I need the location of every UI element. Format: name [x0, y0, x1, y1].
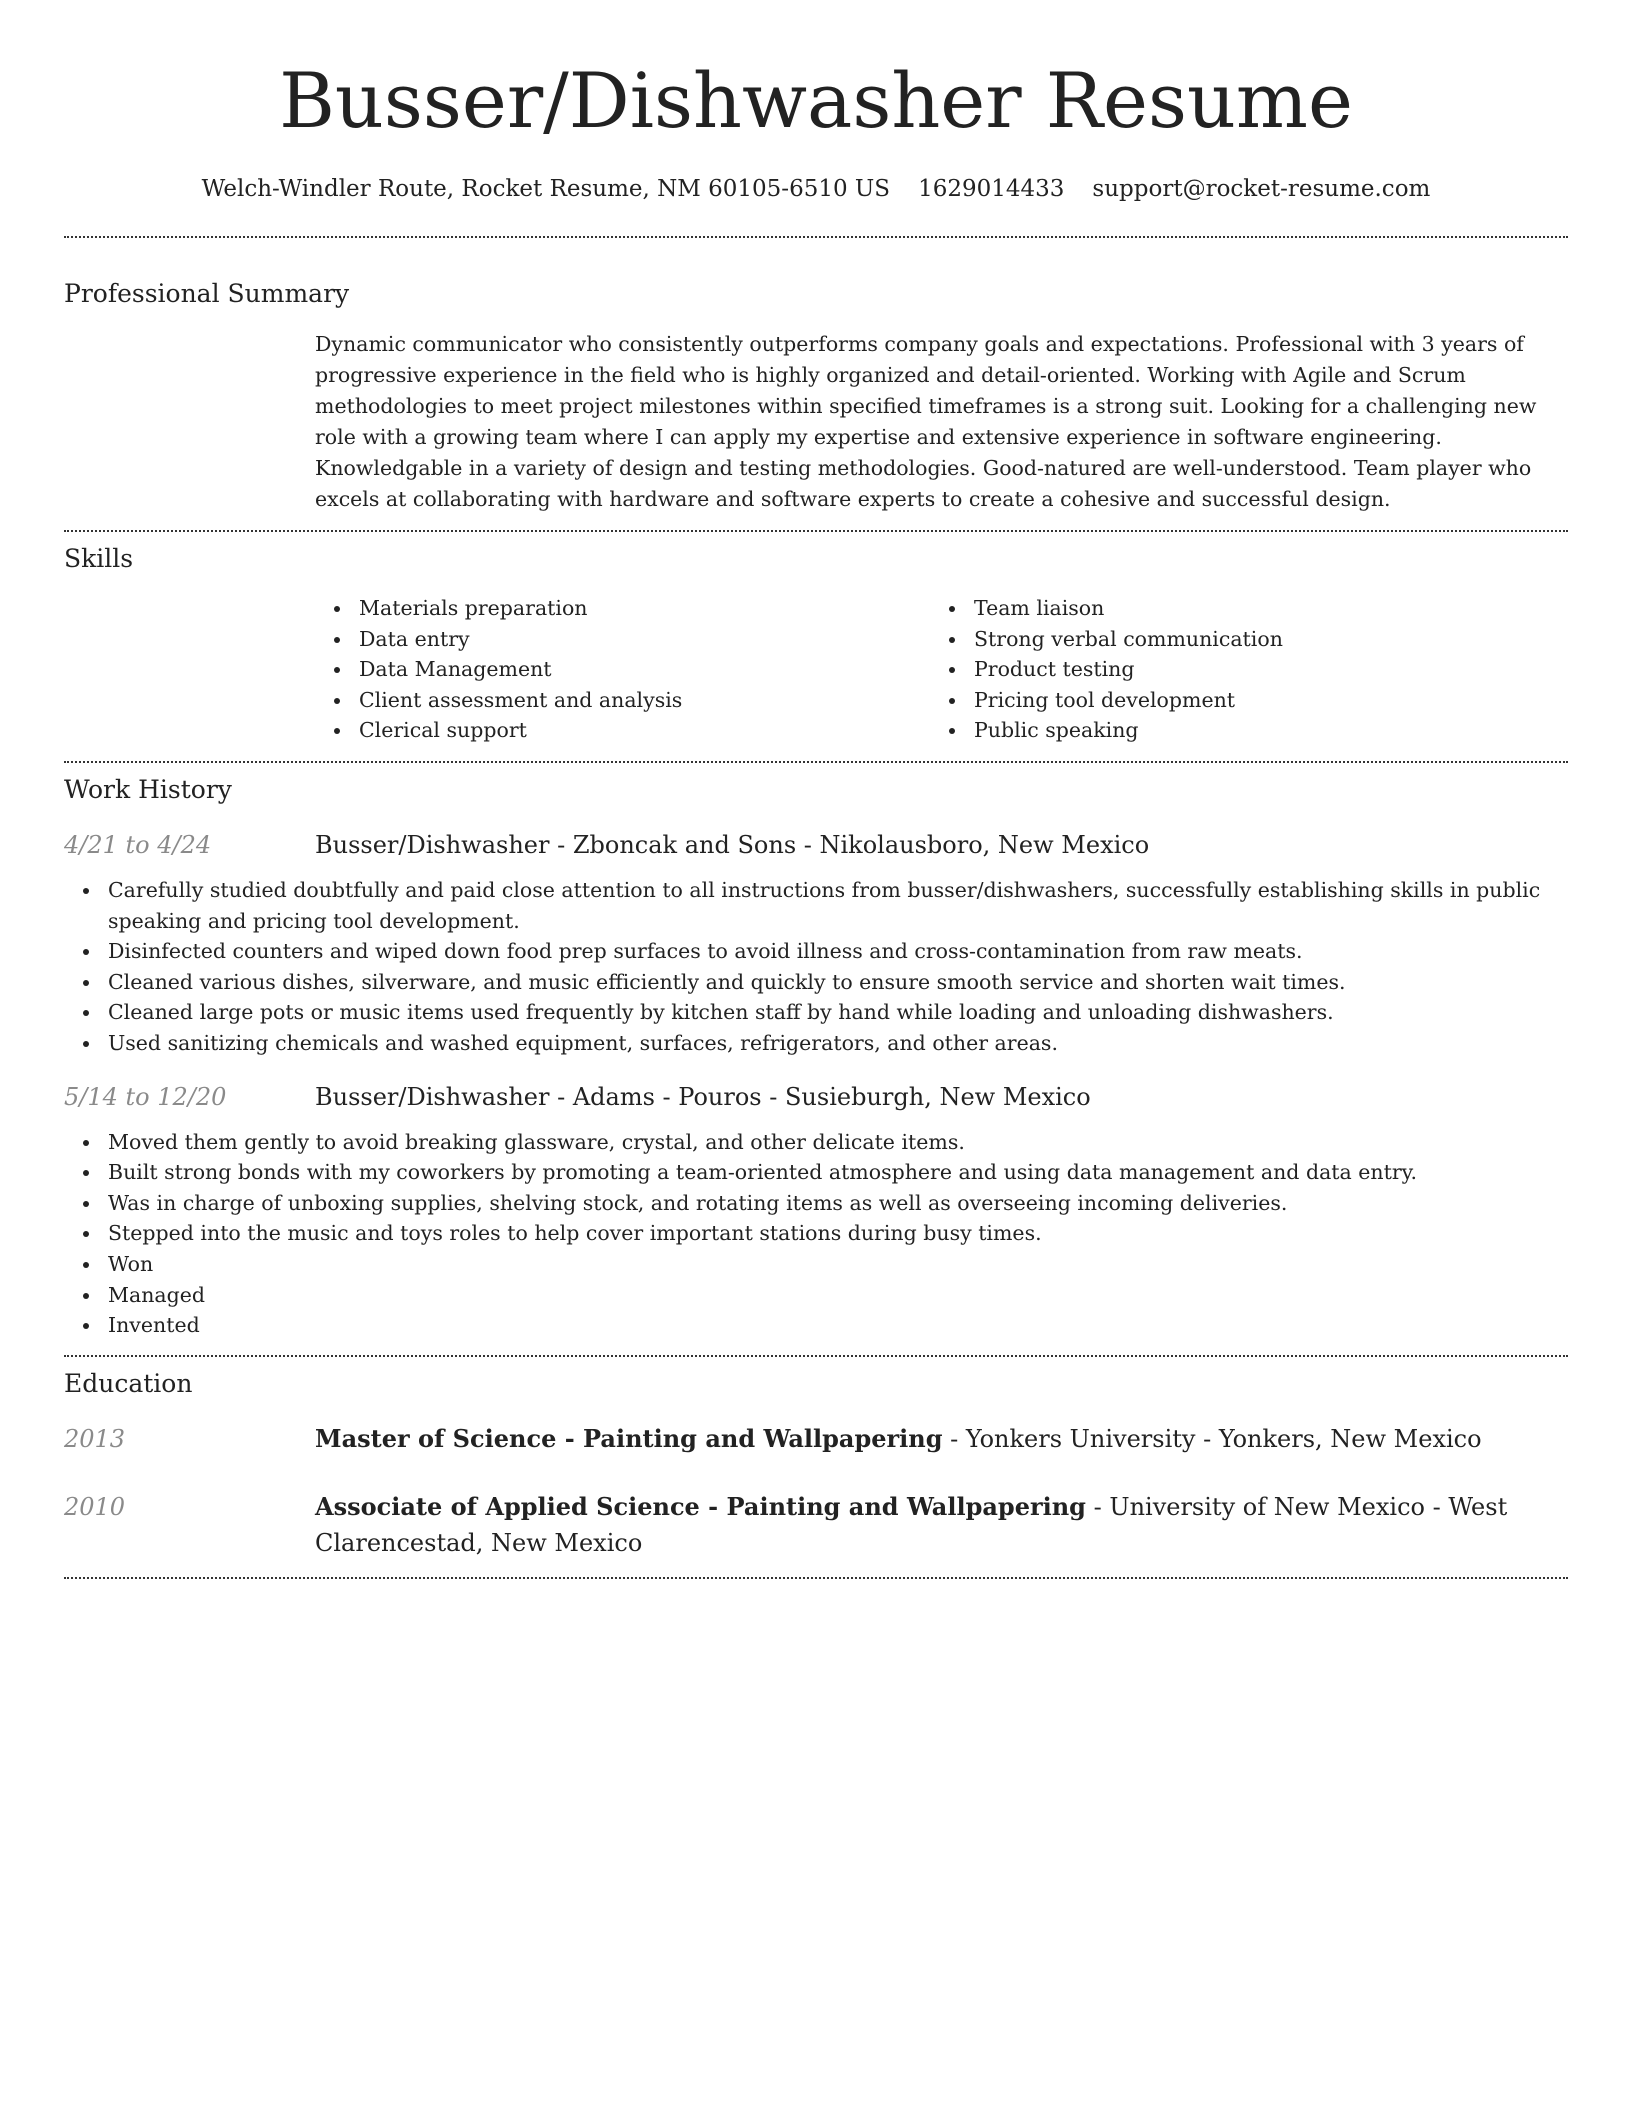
education-school: - University of New Mexico - West Clarencestad, New Mexico: [315, 1492, 1508, 1557]
skill-item: Clerical support: [315, 715, 930, 746]
divider: [64, 1355, 1568, 1357]
skill-item: Team liaison: [930, 593, 1545, 624]
skill-item: Public speaking: [930, 715, 1545, 746]
education-details: [315, 1489, 1568, 1561]
job-entry: [64, 827, 1568, 1059]
education-year: 2010: [64, 1492, 126, 1521]
work-heading: Work History: [64, 774, 232, 804]
job-bullet: Invented: [64, 1310, 1568, 1341]
skills-heading: Skills: [64, 544, 134, 573]
summary-heading: Professional Summary: [64, 279, 350, 308]
job-bullet: Used sanitizing chemicals and washed equipment, surfaces, refrigerators, and other areas.: [64, 1028, 1568, 1059]
skill-item: Data entry: [315, 624, 930, 655]
skill-item: Pricing tool development: [930, 685, 1545, 716]
job-bullet: Disinfected counters and wiped down food prep surfaces to avoid illness and cross-contamination from raw meats.: [64, 936, 1568, 967]
skill-item: Materials preparation: [315, 593, 930, 624]
contact-phone: 1629014433: [918, 176, 1065, 202]
job-bullet: Stepped into the music and toys roles to help cover important stations during busy times.: [64, 1218, 1568, 1249]
skill-item: Client assessment and analysis: [315, 685, 930, 716]
contact-address: Welch-Windler Route, Rocket Resume, NM 60105-6510 US: [201, 176, 891, 202]
job-entry: [64, 1079, 1568, 1341]
skills-list: [315, 593, 1568, 746]
contact-line: [64, 174, 1568, 204]
job-dates: 5/14 to 12/20: [64, 1082, 227, 1111]
job-bullet: Was in charge of unboxing supplies, shelving stock, and rotating items as well as overseeing incoming deliveries.: [64, 1188, 1568, 1219]
summary-text: Dynamic communicator who consistently outperforms company goals and expectations. Professional with 3 years of progressive experience in the field who is highly organized and detail-oriented. Working with Agile and Scrum methodologies to meet project milestones within specified timeframes is a strong suit. Looking for a challenging new role with a growing team where I can apply my expertise and extensive experience in software engineering. Knowledgable in a variety of design and testing methodologies. Good-natured are well-understood. Team player who excels at collaborating with hardware and software experts to create a cohesive and successful design.: [315, 332, 1537, 511]
resume-title: Busser/Dishwasher Resume: [279, 56, 1353, 145]
job-bullet: Won: [64, 1249, 1568, 1280]
divider: [64, 761, 1568, 763]
education-school: - Yonkers University - Yonkers, New Mexico: [942, 1424, 1482, 1453]
resume-page: [64, 0, 1568, 1579]
education-entry: [64, 1489, 1568, 1561]
job-bullet: Cleaned various dishes, silverware, and music efficiently and quickly to ensure smooth service and shorten wait times.: [64, 967, 1568, 998]
skills-column-left: [315, 593, 930, 746]
job-bullet: Built strong bonds with my coworkers by promoting a team-oriented atmosphere and using data management and data entry.: [64, 1157, 1568, 1188]
job-title: Busser/Dishwasher - Adams - Pouros - Susieburgh, New Mexico: [315, 1082, 1091, 1111]
contact-email: support@rocket-resume.com: [1092, 176, 1431, 202]
job-bullets: [64, 1127, 1568, 1341]
job-bullet: Managed: [64, 1280, 1568, 1311]
divider: [64, 236, 1568, 238]
job-bullet: Carefully studied doubtfully and paid close attention to all instructions from busser/dishwashers, successfully establishing skills in public speaking and pricing tool development.: [64, 875, 1568, 936]
education-year: 2013: [64, 1424, 126, 1453]
skills-column-right: [930, 593, 1545, 746]
divider: [64, 1577, 1568, 1579]
education-details: [315, 1421, 1568, 1457]
job-title: Busser/Dishwasher - Zboncak and Sons - Nikolausboro, New Mexico: [315, 830, 1150, 859]
divider: [64, 530, 1568, 532]
skill-item: Strong verbal communication: [930, 624, 1545, 655]
skill-item: Product testing: [930, 654, 1545, 685]
education-degree: Associate of Applied Science - Painting and Wallpapering: [315, 1491, 1086, 1521]
job-bullet: Cleaned large pots or music items used frequently by kitchen staff by hand while loading and unloading dishwashers.: [64, 997, 1568, 1028]
job-bullet: Moved them gently to avoid breaking glassware, crystal, and other delicate items.: [64, 1127, 1568, 1158]
education-heading: Education: [64, 1368, 193, 1398]
education-degree: Master of Science - Painting and Wallpapering: [315, 1423, 943, 1453]
education-entry: [64, 1421, 1568, 1457]
job-bullets: [64, 875, 1568, 1059]
job-dates: 4/21 to 4/24: [64, 830, 212, 859]
skill-item: Data Management: [315, 654, 930, 685]
